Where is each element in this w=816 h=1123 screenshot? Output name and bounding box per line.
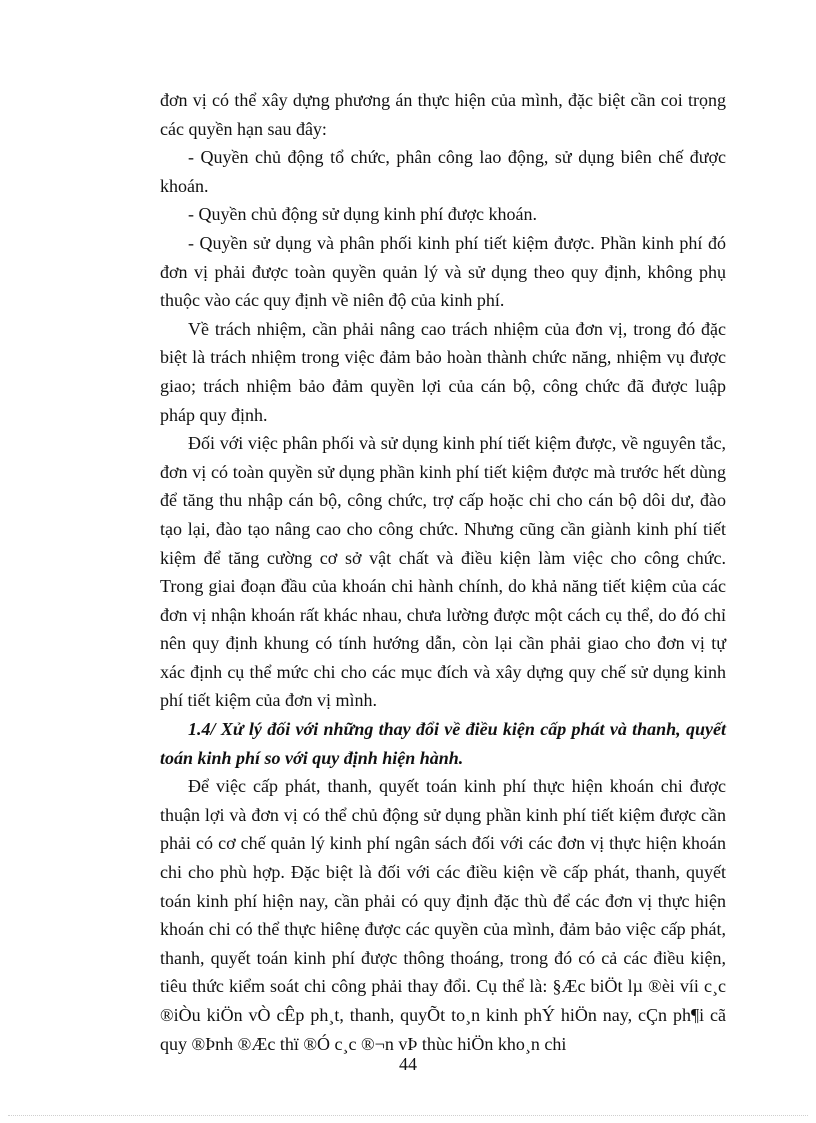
paragraph-4: - Quyền sử dụng và phân phối kinh phí tiết kiệm được. Phần kinh phí đó đơn vị phải được toàn quyền quản lý và sử dụng theo quy định, không phụ thuộc vào các quy định về niên độ của kinh phí. <box>160 232 726 311</box>
paragraph-7: Để việc cấp phát, thanh, quyết toán kinh phí thực hiện khoán chi được thuận lợi và đơn vị có thể chủ động sử dụng phần kinh phí tiết kiệm được cần phải có cơ chế quản lý kinh phí ngân sách đối với các đơn vị thực hiện khoán chi cho phù hợp. Đặc biệt là đối với các điều kiện về cấp phát, thanh, quyết toán kinh phí hiện nay, cần phải có quy định đặc thù để các đơn vị thực hiện khoán chi có thể thực hiênẹ được các quyền của mình, đảm bảo việc cấp phát, thanh, quyết toán kinh phí được thông thoáng, trong đó có cả các điều kiện, tiêu thức kiểm soát chi công phải thay đổi. Cụ thể là: §Æc biÖt lµ ®èi víi c¸c ®iÒu kiÖn vÒ cÊp ph¸t, thanh, quyÕt to¸n kinh phÝ hiÖn nay, cÇn ph¶i cã quy ®Þnh ®Æc thï ®Ó c¸c ®¬n vÞ thùc hiÖn kho¸n chi <box>160 776 726 1054</box>
paragraph-1: đơn vị có thể xây dựng phương án thực hiện của mình, đặc biệt cần coi trọng các quyền hạn sau đây: <box>160 90 726 139</box>
paragraph-2: - Quyền chủ động tổ chức, phân công lao động, sử dụng biên chế được khoán. <box>160 147 726 196</box>
paragraph-6: Đối với việc phân phối và sử dụng kinh phí tiết kiệm được, về nguyên tắc, đơn vị có toàn quyền sử dụng phần kinh phí tiết kiệm được mà trước hết dùng để tăng thu nhập cán bộ, công chức, trợ cấp hoặc chi cho cán bộ dôi dư, đào tạo lại, đào tạo nâng cao cho công chức. Nhưng cũng cần giành kinh phí tiết kiệm để tăng cường cơ sở vật chất và điều kiện làm việc cho công chức. Trong giai đoạn đầu của khoán chi hành chính, do khả năng tiết kiệm của các đơn vị nhận khoán rất khác nhau, chưa lường được một cách cụ thể, do đó chỉ nên quy định khung có tính hướng dẫn, còn lại cần phải giao cho đơn vị tự xác định cụ thể mức chi cho các mục đích và xây dựng quy chế sử dụng kinh phí tiết kiệm của đơn vị mình. <box>160 433 726 711</box>
page-number: 44 <box>399 1054 417 1074</box>
paragraph-5: Về trách nhiệm, cần phải nâng cao trách nhiệm của đơn vị, trong đó đặc biệt là trách nhiệm trong việc đảm bảo hoàn thành chức năng, nhiệm vụ được giao; trách nhiệm bảo đảm quyền lợi của cán bộ, công chức đã được luập pháp quy định. <box>160 318 726 425</box>
page-body <box>160 86 726 1058</box>
paragraph-3: - Quyền chủ động sử dụng kinh phí được khoán. <box>188 204 537 225</box>
page-bottom-divider <box>8 1115 808 1116</box>
section-heading: 1.4/ Xử lý đối với những thay đổi về điều kiện cấp phát và thanh, quyết toán kinh phí so với quy định hiện hành. <box>160 719 726 768</box>
